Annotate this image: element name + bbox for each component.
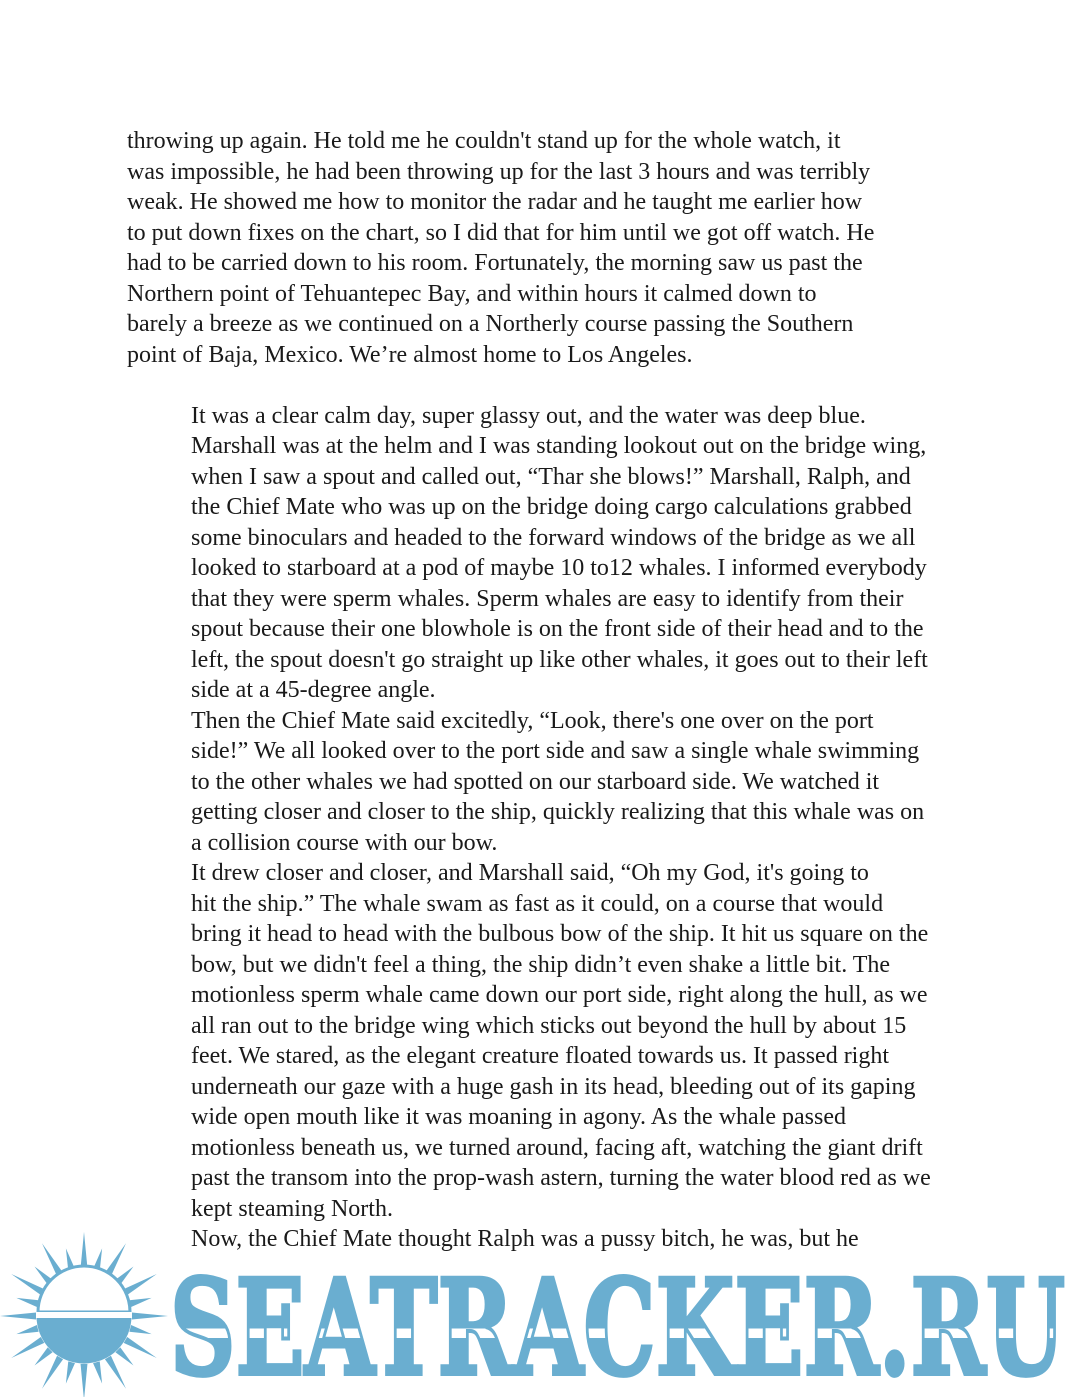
watermark-graphic xyxy=(0,1232,1080,1397)
text-line: left, the spout doesn't go straight up like other whales, it goes out to their left xyxy=(191,646,928,673)
text-line: Northern point of Tehuantepec Bay, and within hours it calmed down to xyxy=(127,280,817,307)
text-line: to the other whales we had spotted on our starboard side. We watched it xyxy=(191,768,880,795)
text-line: looked to starboard at a pod of maybe 10 to12 whales. I informed everybody xyxy=(191,555,927,581)
sun-ray xyxy=(16,1325,38,1334)
sun-ray xyxy=(81,1364,88,1397)
text-line: kept steaming North. xyxy=(191,1195,393,1222)
sun-ray xyxy=(115,1347,133,1365)
text-line: the Chief Mate who was up on the bridge doing cargo calculations grabbed xyxy=(191,494,912,520)
text-line: that they were sperm whales. Sperm whales are easy to identify from their xyxy=(191,585,904,612)
text-line: getting closer and closer to the ship, quickly realizing that this whale was on xyxy=(191,799,925,825)
paragraph xyxy=(127,706,957,859)
text-line: wide open mouth like it was moaning in agony. As the whale passed xyxy=(191,1104,846,1130)
sun-ray xyxy=(16,1298,38,1307)
text-line: side!” We all looked over to the port side and saw a single whale swimming xyxy=(191,738,920,764)
text-line: Now, the Chief Mate thought Ralph was a pussy bitch, he was, but he xyxy=(191,1226,859,1252)
text-line: Then the Chief Mate said excitedly, “Look, there's one over on the port xyxy=(191,707,874,734)
sun-ray xyxy=(129,1298,151,1307)
sun-ray xyxy=(81,1232,88,1268)
text-line: It drew closer and closer, and Marshall said, “Oh my God, it's going to xyxy=(191,860,869,886)
sun-ray xyxy=(35,1347,53,1365)
text-line: side at a 45-degree angle. xyxy=(191,677,436,703)
text-line: barely a breeze as we continued on a Northerly course passing the Southern xyxy=(127,311,854,337)
sun-ray xyxy=(66,1361,75,1383)
body-text xyxy=(127,126,957,1255)
watermark xyxy=(0,1232,1080,1397)
paragraph xyxy=(127,126,957,370)
sun-ray xyxy=(124,1274,157,1295)
sun-ray xyxy=(132,1313,168,1320)
text-line: motionless sperm whale came down our port side, right along the hull, as we xyxy=(191,982,928,1008)
text-line: past the transom into the prop-wash astern, turning the water blood red as we xyxy=(191,1165,931,1191)
sun-ray xyxy=(129,1325,151,1334)
text-line: underneath our gaze with a huge gash in its head, bleeding out of its gaping xyxy=(191,1073,916,1100)
text-line: when I saw a spout and called out, “Thar she blows!” Marshall, Ralph, and xyxy=(191,463,911,490)
text-line: was impossible, he had been throwing up for the last 3 hours and was terribly xyxy=(127,158,871,185)
text-line: bring it head to head with the bulbous bow of the ship. It hit us square on the xyxy=(191,921,929,947)
text-line: some binoculars and headed to the forward windows of the bridge as we all xyxy=(191,524,916,551)
sun-ray xyxy=(11,1274,44,1295)
sun-ray xyxy=(124,1337,157,1358)
sun-ray xyxy=(105,1356,126,1389)
paragraph xyxy=(127,858,957,1224)
watermark-text: SEATRACKER.RU xyxy=(170,1251,1065,1397)
text-line: It was a clear calm day, super glassy out, and the water was deep blue. xyxy=(191,402,866,429)
text-line: a collision course with our bow. xyxy=(191,829,498,856)
sun-ray xyxy=(11,1337,44,1358)
text-line: spout because their one blowhole is on the front side of their head and to the xyxy=(191,616,924,642)
text-line: point of Baja, Mexico. We’re almost home to Los Angeles. xyxy=(127,341,693,368)
text-line: all ran out to the bridge wing which sticks out beyond the hull by about 15 xyxy=(191,1012,907,1039)
text-line: bow, but we didn't feel a thing, the ship didn’t even shake a little bit. The xyxy=(191,951,891,978)
sun-ray xyxy=(42,1356,63,1389)
sun-ray xyxy=(0,1313,36,1320)
text-line: weak. He showed me how to monitor the radar and he taught me earlier how xyxy=(127,189,863,215)
text-line: feet. We stared, as the elegant creature floated towards us. It passed right xyxy=(191,1043,890,1069)
sun-horizon-icon xyxy=(0,1232,168,1397)
text-line: had to be carried down to his room. Fortunately, the morning saw us past the xyxy=(127,250,863,276)
sun-ray xyxy=(93,1361,102,1383)
paragraph xyxy=(127,401,957,706)
text-line: to put down fixes on the chart, so I did that for him until we got off watch. He xyxy=(127,219,875,246)
text-line: motionless beneath us, we turned around, facing aft, watching the giant drift xyxy=(191,1134,923,1161)
text-line: throwing up again. He told me he couldn't stand up for the whole watch, it xyxy=(127,128,841,154)
text-line: hit the ship.” The whale swam as fast as it could, on a course that would xyxy=(191,890,884,917)
text-line: Marshall was at the helm and I was standing lookout out on the bridge wing, xyxy=(191,433,927,459)
